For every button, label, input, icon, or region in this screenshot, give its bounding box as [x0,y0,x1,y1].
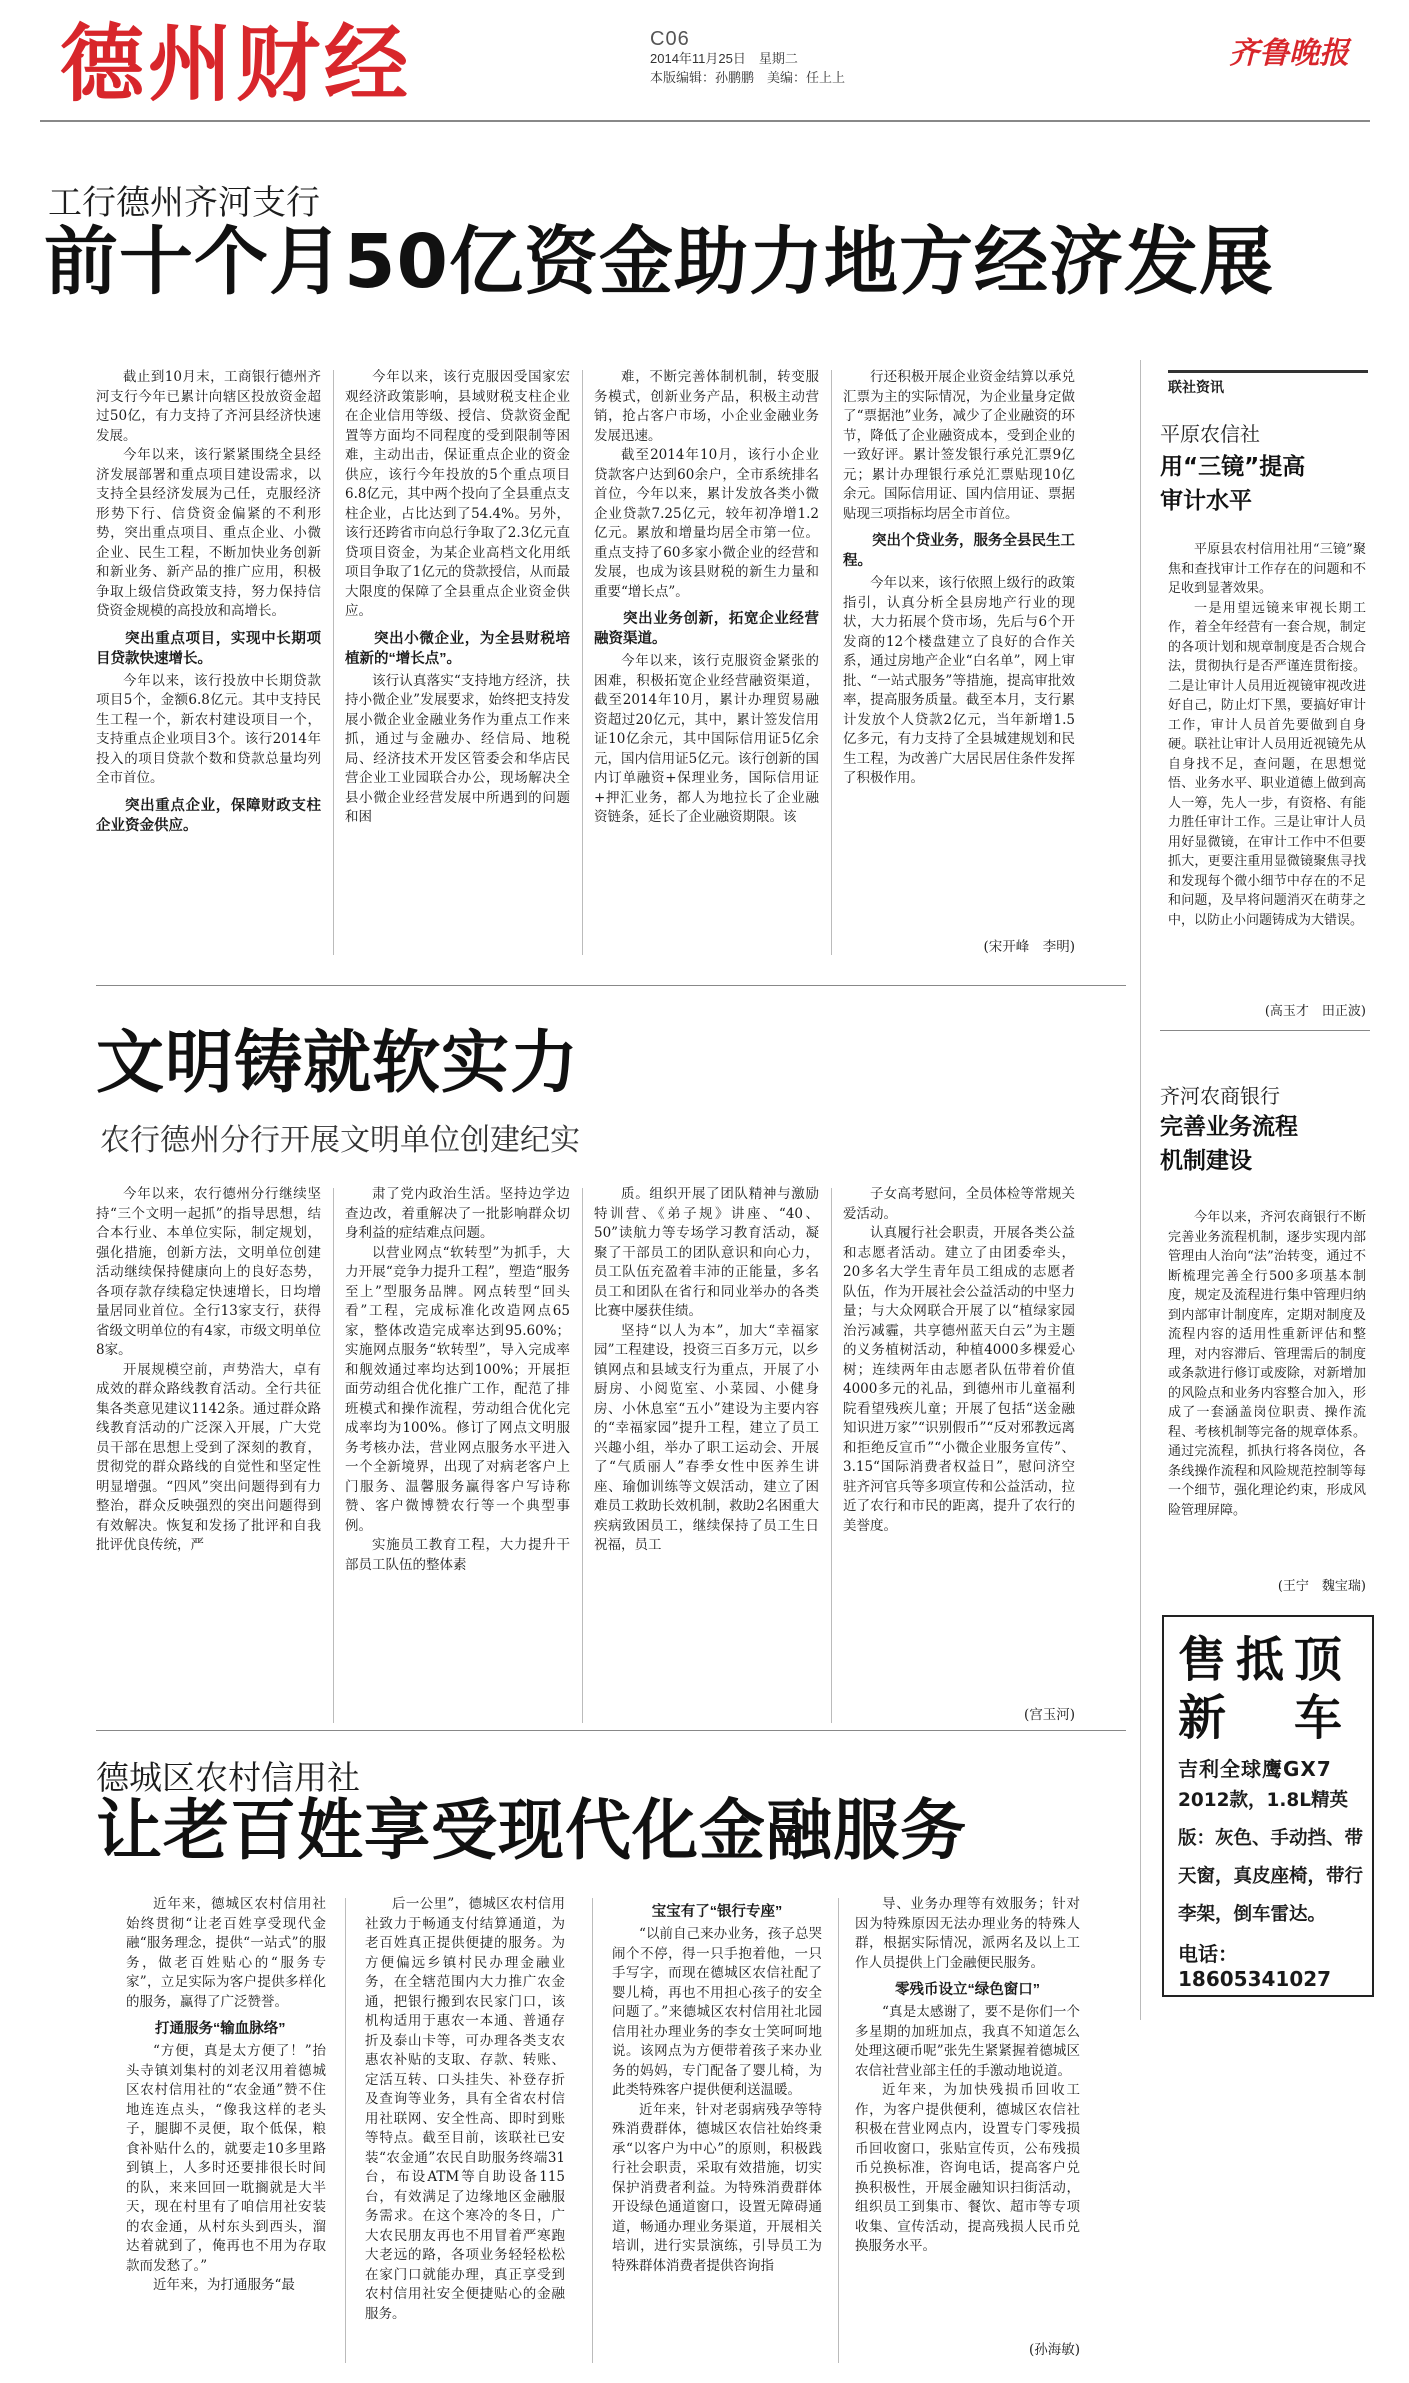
column-divider [582,1188,583,1723]
article1-col1 [96,368,321,958]
paragraph: 实施员工教育工程，大力提升干部员工队伍的整体素 [345,1537,570,1573]
ad-headline-row1: 售抵顶 [1178,1632,1353,1688]
paragraph: 今年以来，该行依照上级行的政策指引，认真分析全县房地产行业的现状，大力拓展个贷市场，先后与6个开发商的12个楼盘建立了良好的合作关系，通过房地产企业“白名单”，网上审批、“一站式服务”等措施，提高审批效率，提高服务质量。截至本月，支行累计发放个人贷款2亿元，当年新增1.5亿多元，有力支持了全县城建规划和民生工程，为改善广大居民居住条件发挥了积极作用。 [843,575,1075,786]
paragraph: 肃了党内政治生活。坚持边学边查边改，着重解决了一批影响群众切身利益的症结难点问题。 [345,1186,570,1241]
section-subhead: 突出重点项目，实现中长期项目贷款快速增长。 [96,630,321,667]
column-divider [831,370,832,955]
masthead: 德州财经 [60,15,413,113]
article2-col3 [594,1185,819,1725]
sidebar-item1-kicker: 平原农信社 [1160,424,1260,446]
column-divider [582,370,583,955]
paragraph: 今年以来，农行德州分行继续坚持“三个文明一起抓”的指导思想，结合本行业、本单位实际，制定规划，强化措施，创新方法，文明单位创建活动继续保持健康向上的良好态势，各项存款存续稳定快速增长，日均增量居同业首位。全行13家支行，获得省级文明单位的有4家，市级文明单位8家。 [96,1186,321,1358]
column-divider [592,1898,593,2363]
article2-byline: (宫玉河) [1023,1707,1075,1723]
ad-description: 2012款，1.8L精英版：灰色、手动挡、带天窗，真皮座椅，带行李架，倒车雷达。 [1178,1790,1364,1925]
date-line: 2014年11月25日 星期二 [650,51,798,66]
page-number: C06 [650,28,690,50]
sidebar-rule [1160,1030,1370,1031]
article1-headline: 前十个月50亿资金助力地方经济发展 [44,219,1274,305]
section-subhead: 突出业务创新，拓宽企业经营融资渠道。 [594,611,819,647]
ad-model: 吉利全球鹰GX7 [1178,1757,1332,1781]
section-subhead: 突出小微企业，为全县财税培植新的“增长点”。 [345,630,570,667]
ad-phone: 电话：18605341027 [1178,1942,1332,1991]
sidebar-item2-title [1160,1110,1298,1178]
sidebar-item1-body [1168,540,1366,1000]
sidebar-item1-title [1160,450,1305,518]
paragraph: 近年来，针对老弱病残孕等特殊消费群体，德城区农信社始终秉承“以客户为中心”的原则，积极践行社会职责，采取有效措施，切实保护消费者利益。为特殊消费群体开设绿色通道窗口，设置无障碍通道，畅通办理业务渠道，开展相关培训，进行实景演练，引导员工为特殊群体消费者提供咨询指 [612,2101,822,2274]
paragraph: 今年以来，该行克服资金紧张的困难，积极拓宽企业经营融资渠道，截至2014年10月，累计办理贸易融资超过20亿元，其中，累计签发信用证10亿余元，其中国际信用证5亿余元，国内信用证5亿元。该行创新的国内订单融资+保理业务，国际信用证+押汇业务，都人为地拉长了企业融资链条，延长了企业融资期限。该 [594,653,819,825]
article1-kicker: 工行德州齐河支行 [48,184,320,222]
paragraph: “真是太感谢了，要不是你们一个多星期的加班加点，我真不知道怎么处理这硬币呢”张先生紧紧握着德城区农信社营业部主任的手激动地说道。 [855,2004,1080,2079]
paragraph: 认真履行社会职责，开展各类公益和志愿者活动。建立了由团委牵头，20多名大学生青年员工组成的志愿者队伍，作为开展社会公益活动的中坚力量；与大众网联合开展了以“植绿家园治污减霾，共享德州蓝天白云”为主题的义务植树活动，种植4000多棵爱心树；连续两年由志愿者队伍带着价值4000多元的礼品，到德州市儿童福利院看望残疾儿童；开展了包括“送金融知识进万家”“识别假币”“反对邪教远离和拒绝反宣币”“小微企业服务宣传”、3.15“国际消费者权益日”，慰问济空驻齐河官兵等多项宣传和公益活动，拉近了农行和市民的距离，提升了农行的美誉度。 [843,1225,1075,1534]
paragraph: 平原县农村信用社用“三镜”聚焦和查找审计工作存在的问题和不足收到显著效果。 [1168,542,1366,596]
column-divider [838,1898,839,2363]
article1-byline: (宋开峰 李明) [983,939,1075,955]
sidebar-divider [1140,360,1141,2020]
issue-meta [650,30,845,87]
paragraph: 导、业务办理等有效服务；针对因为特殊原因无法办理业务的特殊人群，根据实际情况，派两名及以上工作人员提供上门金融便民服务。 [855,1896,1080,1971]
paragraph: 子女高考慰问，全员体检等常规关爱活动。 [843,1186,1075,1222]
section-subhead: 打通服务“输血脉络” [155,2021,286,2037]
sidebar-item1-byline: (高玉才 田正波) [1264,1004,1366,1019]
paragraph: 今年以来，该行克服因受国家宏观经济政策影响，县域财税支柱企业在企业信用等级、授信、贷款资金配置等方面均不同程度的受到限制等困难，主动出击，保证重点企业的资金供应，该行今年投放的5个重点项目6.8亿元，其中两个投向了全县重点支柱企业，占比达到了54.4%。另外，该行还跨省市向总行争取了2.3亿元直贷项目资金，为某企业高档文化用纸项目争取了1亿元的贷款授信，从而最大限度的保障了全县重点企业资金供应。 [345,369,570,619]
column-divider [831,1188,832,1723]
column-divider [333,370,334,955]
article3-col4 [855,1895,1080,2335]
column-divider [345,1898,346,2363]
article3-kicker: 德城区农村信用社 [96,1759,360,1796]
article2-col1 [96,1185,321,1725]
paragraph: 一是用望远镜来审视长期工作，着全年经营有一套合规，制定的各项计划和规章制度是否合规合法，贯彻执行是否严谨连贯衔接。二是让审计人员用近视镜审视改进好自己，防止灯下黑，要搞好审计工作，审计人员首先要做到自身硬。联社让审计人员用近视镜先从自身找不足，查问题，在思想觉悟、业务水平、职业道德上做到高人一筹，先人一步，有资格、有能力胜任审计工作。三是让审计人员用好显微镜，在审计工作中不但要抓大，更要注重用显微镜聚焦寻找和发现每个微小细节中存在的不足和问题，及早将问题消灭在萌芽之中，以防止小问题铸成为大错误。 [1168,600,1366,928]
section-subhead: 突出个贷业务，服务全县民生工程。 [843,533,1075,569]
paragraph: 近年来，为加快残损币回收工作，为客户提供便利，德城区农信社积极在营业网点内，设置专门零残损币回收窗口，张贴宣传页，公布残损币兑换标准，咨询电话，提高客户兑换积极性，开展金融知识扫街活动，组织员工到集市、餐饮、超市等专项收集、宣传活动，提高残损人民币兑换服务水平。 [855,2082,1080,2254]
article3-col2 [365,1895,565,2365]
sidebar-item1-title-line2: 审计水平 [1160,488,1252,514]
article3-byline: (孙海敏) [1028,2342,1080,2358]
classified-ad [1162,1615,1374,1997]
section-subhead: 零残币设立“绿色窗口” [895,1982,1040,1998]
article1-col4 [843,368,1075,928]
sidebar-item1-title-line1: 用“三镜”提高 [1160,454,1306,480]
paragraph: “以前自己来办业务，孩子总哭闹个不停，得一只手抱着他，一只手写字，而现在德城区农信社配了婴儿椅，再也不用担心孩子的安全问题了。”来德城区农村信用社北园信用社办理业务的李女士笑呵呵地说。该网点为方便带着孩子来办业务的妈妈，专门配备了婴儿椅，为此类特殊客户提供便利送温暖。 [612,1926,822,2098]
paragraph: 开展规模空前，声势浩大，卓有成效的群众路线教育活动。全行共征集各类意见建议1142条。通过群众路线教育活动的广泛深入开展，广大党员干部在思想上受到了深刻的教育，贯彻党的群众路线的自觉性和坚定性明显增强。“四风”突出问题得到有力整治，群众反映强烈的突出问题得到有效解决。恢复和发扬了批评和自我批评优良传统，严 [96,1361,321,1553]
section-subhead: 宝宝有了“银行专座” [651,1904,783,1920]
editor-line: 本版编辑：孙鹏鹏 美编：任上上 [650,70,846,85]
article2-col4 [843,1185,1075,1700]
paragraph: 后一公里”，德城区农村信用社致力于畅通支付结算通道，为老百姓真正提供便捷的服务。为方便偏远乡镇村民办理金融业务，在全辖范围内大力推广农金通，把银行搬到农民家门口，该机构适用于惠农一本通、普通存折及泰山卡等，可办理各类支农惠农补贴的支取、存款、转账、定活互转、口头挂失、补登存折及查询等业务，具有全省农村信用社联网、安全性高、即时到账等特点。截至目前，该联社已安装“农金通”农民自助服务终端31台，布设ATM等自助设备115台，有效满足了边缘地区金融服务需求。在这个寒冷的冬日，广大农民朋友再也不用冒着严寒跑大老远的路，各项业务轻轻松松在家门口就能办理，真正享受到农村信用社安全便捷贴心的金融服务。 [365,1896,565,2322]
sidebar-item2-kicker: 齐河农商银行 [1160,1086,1280,1108]
sidebar-label: 联社资讯 [1168,379,1224,395]
article2-headline: 文明铸就软实力 [96,1024,580,1103]
sidebar-item2-byline: (王宁 魏宝瑞) [1277,1579,1366,1594]
paragraph: 近年来，德城区农村信用社始终贯彻“让老百姓享受现代金融“服务理念，提供“一站式”的服务，做老百姓贴心的“服务专家”，立足实际为客户提供多样化的服务，赢得了广泛赞誉。 [126,1896,326,2010]
sidebar-item2-body [1168,1208,1366,1568]
brand-logo: 齐鲁晚报 [1229,36,1349,71]
sidebar-item2-title-line2: 机制建设 [1160,1148,1252,1174]
section-rule [96,1730,1126,1731]
paragraph: 坚持“以人为本”，加大“幸福家园”工程建设，投资三百多万元，以乡镇网点和县域支行为重点，开展了小厨房、小阅览室、小菜园、小健身房、小休息室“五小”建设为主要内容的“幸福家园”提升工程，建立了员工兴趣小组，举办了职工运动会、开展了“气质丽人”春季女性中医养生讲座、瑜伽训练等文娱活动，建立了困难员工救助长效机制，救助2名困重大疾病致困员工，继续保持了员工生日祝福，员工 [594,1322,819,1553]
article1-col3 [594,368,819,958]
paragraph: 今年以来，该行紧紧围绕全县经济发展部署和重点项目建设需求，以支持全县经济发展为己任，克服经济形势下行、信贷资金偏紧的不利形势，突出重点项目、重点企业、小微企业、民生工程，不断加快业务创新和新业务、新产品的推广应用，积极争取上级信贷政策支持，努力保持信贷资金规模的高投放和高增长。 [96,447,321,619]
paragraph: 截至2014年10月，该行小企业贷款客户达到60余户，全市系统排名首位，今年以来，累计发放各类小微企业贷款7.25亿元，较年初净增1.2亿元。累放和增量均居全市第一位。重点支持了60多家小微企业的经营和发展，也成为该县财税的新生力量和重要“增长点”。 [594,447,819,600]
article1-col2 [345,368,570,958]
article3-col1 [126,1895,326,2365]
paragraph: 截止到10月末，工商银行德州齐河支行今年已累计向辖区投放资金超过50亿，有力支持了齐河县经济快速发展。 [96,369,321,444]
column-divider [333,1188,334,1723]
section-rule [96,985,1126,986]
ad-headline-row2: 新 车 [1178,1690,1353,1746]
article2-subhead: 农行德州分行开展文明单位创建纪实 [100,1124,580,1157]
section-subhead: 突出重点企业，保障财政支柱企业资金供应。 [96,797,321,834]
paragraph: 质。组织开展了团队精神与激励特训营、《弟子规》讲座、“40、50”读航力等专场学习教育活动，凝聚了干部员工的团队意识和向心力，员工队伍充盈着丰沛的正能量，多名员工和团队在省行和同业举办的各类比赛中屡获佳绩。 [594,1186,819,1319]
paragraph: “方便，真是太方便了！”抬头寺镇刘集村的刘老汉用着德城区农村信用社的“农金通”赞不住地连连点头，“像我这样的老头子，腿脚不灵便，取个低保，粮食补贴什么的，就要走10多里路到镇上，人多时还要排很长时间的队，来来回回一耽搁就是大半天，现在村里有了咱信用社安装的农金通，从村东头到西头，溜达着就到了，俺再也不用为存取款而发愁了。” [126,2043,326,2274]
paragraph: 行还积极开展企业资金结算以承兑汇票为主的实际情况，为企业量身定做了“票据池”业务，减少了企业融资的环节，降低了企业融资成本，受到企业的一致好评。累计签发银行承兑汇票9亿元；累计办理银行承兑汇票贴现10亿余元。国际信用证、国内信用证、票据贴现三项指标均居全市首位。 [843,369,1075,522]
article2-col2 [345,1185,570,1725]
paragraph: 今年以来，该行投放中长期贷款项目5个，金额6.8亿元。其中支持民生工程一个，新农村建设项目一个，支持重点企业项目3个。该行2014年投入的项目贷款个数和贷款总量均列全市首位。 [96,672,321,786]
paragraph: 难，不断完善体制机制，转变服务模式，创新业务产品，积极主动营销，抢占客户市场，小企业金融业务发展迅速。 [594,369,819,444]
paragraph: 以营业网点“软转型”为抓手，大力开展“竞争力提升工程”，塑造“服务至上”型服务品牌。网点转型“回头看”工程，完成标准化改造网点65家，整体改造完成率达到95.60%；实施网点服务“软转型”，导入完成率和舰效通过率均达到100%；开展拒面劳动组合优化推广工作，配范了排班模式和操作流程，劳动组合优化完成率均为100%。修订了网点文明服务考核办法，营业网点服务水平进入一个全新境界，出现了对病老客户上门服务、温馨服务赢得客户写诗称赞、客户微博赞农行等一个典型事例。 [345,1244,570,1534]
paragraph: 该行认真落实“支持地方经济，扶持小微企业”发展要求，始终把支持发展小微企业金融业务作为重点工作来抓，通过与金融办、经信局、地税局、经济技术开发区管委会和华店民营企业工业园联合办公，现场解决全县小微企业经营发展中所遇到的问题和困 [345,672,570,825]
sidebar-header [1168,370,1368,397]
header-rule [40,120,1370,122]
article3-headline: 让老百姓享受现代化金融服务 [96,1792,967,1869]
paragraph: 今年以来，齐河农商银行不断完善业务流程机制，逐步实现内部管理由人治向“法”治转变，通过不断梳理完善全行500多项基本制度，规定及流程进行集中管理归纳到内部审计制度库，定期对制度及流程内容的适用性重新评估和整理，对内容滞后、管理需后的制度或条款进行修订或废除，对新增加的风险点和业务内容整合加入，形成了一套涵盖岗位职责、操作流程、考核机制等完备的规章体系。通过完流程，抓执行将各岗位，各条线操作流程和风险规范控制等每一个细节，强化理论约束，形成风险管理屏障。 [1168,1210,1366,1518]
sidebar-item2-title-line1: 完善业务流程 [1160,1114,1298,1140]
paragraph: 近年来，为打通服务“最 [153,2277,295,2293]
article3-col3 [612,1895,822,2365]
